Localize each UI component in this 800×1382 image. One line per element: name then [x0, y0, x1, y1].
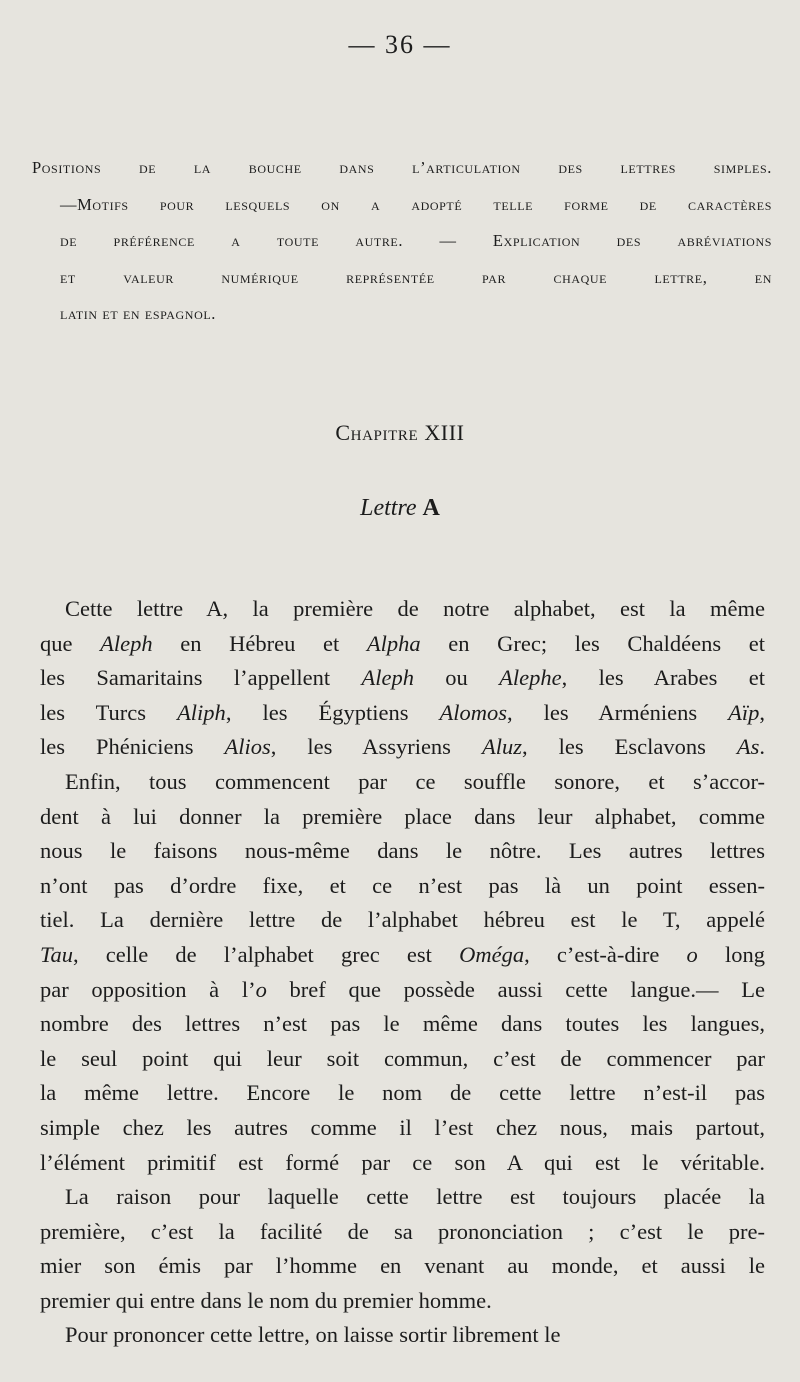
page-number: — 36 — [348, 30, 452, 59]
text-run: le seul point qui leur soit commun, c’est de commencer par [40, 1045, 765, 1071]
text-run: dent à lui donner la première place dans leur alphabet, comme [40, 803, 765, 829]
body-line [40, 938, 765, 973]
text-run: Pour prononcer cette lettre, on laisse sortir librement le [65, 1322, 561, 1348]
text-run: , celle de l’alphabet grec est [72, 941, 460, 967]
text-run: La raison pour laquelle cette lettre est toujours placée la [65, 1184, 765, 1210]
italic-term: o [255, 976, 267, 1002]
text-run: simple chez les autres comme il l’est chez nous, mais partout, [40, 1114, 765, 1140]
body-line [40, 661, 765, 696]
text-run: nombre des lettres n’est pas le même dans toutes les langues, [40, 1011, 765, 1037]
text-run: en Grec; les Chaldéens et [420, 630, 765, 656]
text-run: Enfin, tous commencent par ce souffle sonore, et s’accor- [65, 768, 765, 794]
text-run: premier qui entre dans le nom du premier homme. [40, 1287, 492, 1313]
text-run: ou [413, 665, 500, 691]
summary-line: de préférence a toute autre. — Explication des abréviations [60, 231, 772, 250]
italic-term: Tau [40, 941, 73, 967]
body-text [40, 592, 765, 1353]
text-run: , les Esclavons [521, 734, 737, 760]
text-run: , les Arabes et [561, 665, 765, 691]
text-run: nous le faisons nous-même dans le nôtre. Les autres lettres [40, 838, 765, 864]
italic-term: Alomos [439, 699, 507, 725]
italic-term: Aliph [177, 699, 226, 725]
text-run: mier son émis par l’homme en venant au monde, et aussi le [40, 1253, 765, 1279]
body-line [40, 1318, 765, 1353]
italic-term: Alios [224, 734, 271, 760]
text-run: les Turcs [40, 699, 178, 725]
body-line [40, 1042, 765, 1077]
letter-heading [0, 495, 800, 522]
summary-line: et valeur numérique représentée par chaque lettre, en [60, 267, 772, 287]
italic-term: Aleph [361, 665, 414, 691]
body-line [40, 1284, 765, 1319]
text-run: long [697, 941, 765, 967]
text-run: . [759, 734, 765, 760]
body-line [40, 834, 765, 869]
text-run: l’élément primitif est formé par ce son A qui est le véritable. [40, 1149, 765, 1175]
body-line [40, 696, 765, 731]
body-line [40, 973, 765, 1008]
text-run: tiel. La dernière lettre de l’alphabet hébreu est le T, appelé [40, 907, 765, 933]
body-line [40, 730, 765, 765]
italic-term: Aleph [100, 630, 153, 656]
body-line [40, 1146, 765, 1181]
text-run: , les Assyriens [270, 734, 482, 760]
text-run: première, c’est la facilité de sa prononciation ; c’est le pre- [40, 1218, 765, 1244]
body-line [40, 765, 765, 800]
text-run: les Samaritains l’appellent [40, 665, 362, 691]
italic-term: Oméga [459, 941, 525, 967]
body-line [40, 1215, 765, 1250]
text-run: , les Égyptiens [225, 699, 440, 725]
summary-line: —Motifs pour lesquels on a adopté telle forme de caractères [60, 194, 772, 214]
text-run: bref que possède aussi cette langue.— Le [266, 976, 765, 1002]
chapter-summary [32, 150, 772, 333]
text-run: en Hébreu et [152, 630, 367, 656]
text-run: les Phéniciens [40, 734, 225, 760]
italic-term: Alephe [499, 665, 562, 691]
letter-heading-word: Lettre [360, 495, 417, 521]
body-line [40, 1111, 765, 1146]
text-run: , c’est-à-dire [524, 941, 687, 967]
letter-heading-letter: A [422, 495, 440, 521]
body-line [40, 1180, 765, 1215]
text-run: que [40, 630, 101, 656]
body-line [40, 592, 765, 627]
italic-term: o [686, 941, 698, 967]
body-line [40, 1076, 765, 1111]
summary-line: Positions de la bouche dans l’articulation des lettres simples. [32, 158, 772, 177]
body-line [40, 903, 765, 938]
italic-term: Aïp [728, 699, 760, 725]
body-line [40, 869, 765, 904]
text-run: , [759, 699, 765, 725]
body-line [40, 800, 765, 835]
text-run: la même lettre. Encore le nom de cette lettre n’est-il pas [40, 1080, 765, 1106]
italic-term: Aluz [481, 734, 522, 760]
summary-line: latin et en espagnol. [60, 304, 216, 323]
italic-term: Alpha [366, 630, 421, 656]
text-run: n’ont pas d’ordre fixe, et ce n’est pas là un point essen- [40, 872, 765, 898]
body-line [40, 1249, 765, 1284]
text-run: , les Arméniens [506, 699, 729, 725]
text-run: par opposition à l’ [40, 976, 256, 1002]
body-line [40, 1007, 765, 1042]
body-line [40, 627, 765, 662]
italic-term: As [736, 734, 760, 760]
text-run: Cette lettre A, la première de notre alphabet, est la même [65, 596, 765, 621]
chapter-title: Chapitre XIII [335, 420, 465, 445]
